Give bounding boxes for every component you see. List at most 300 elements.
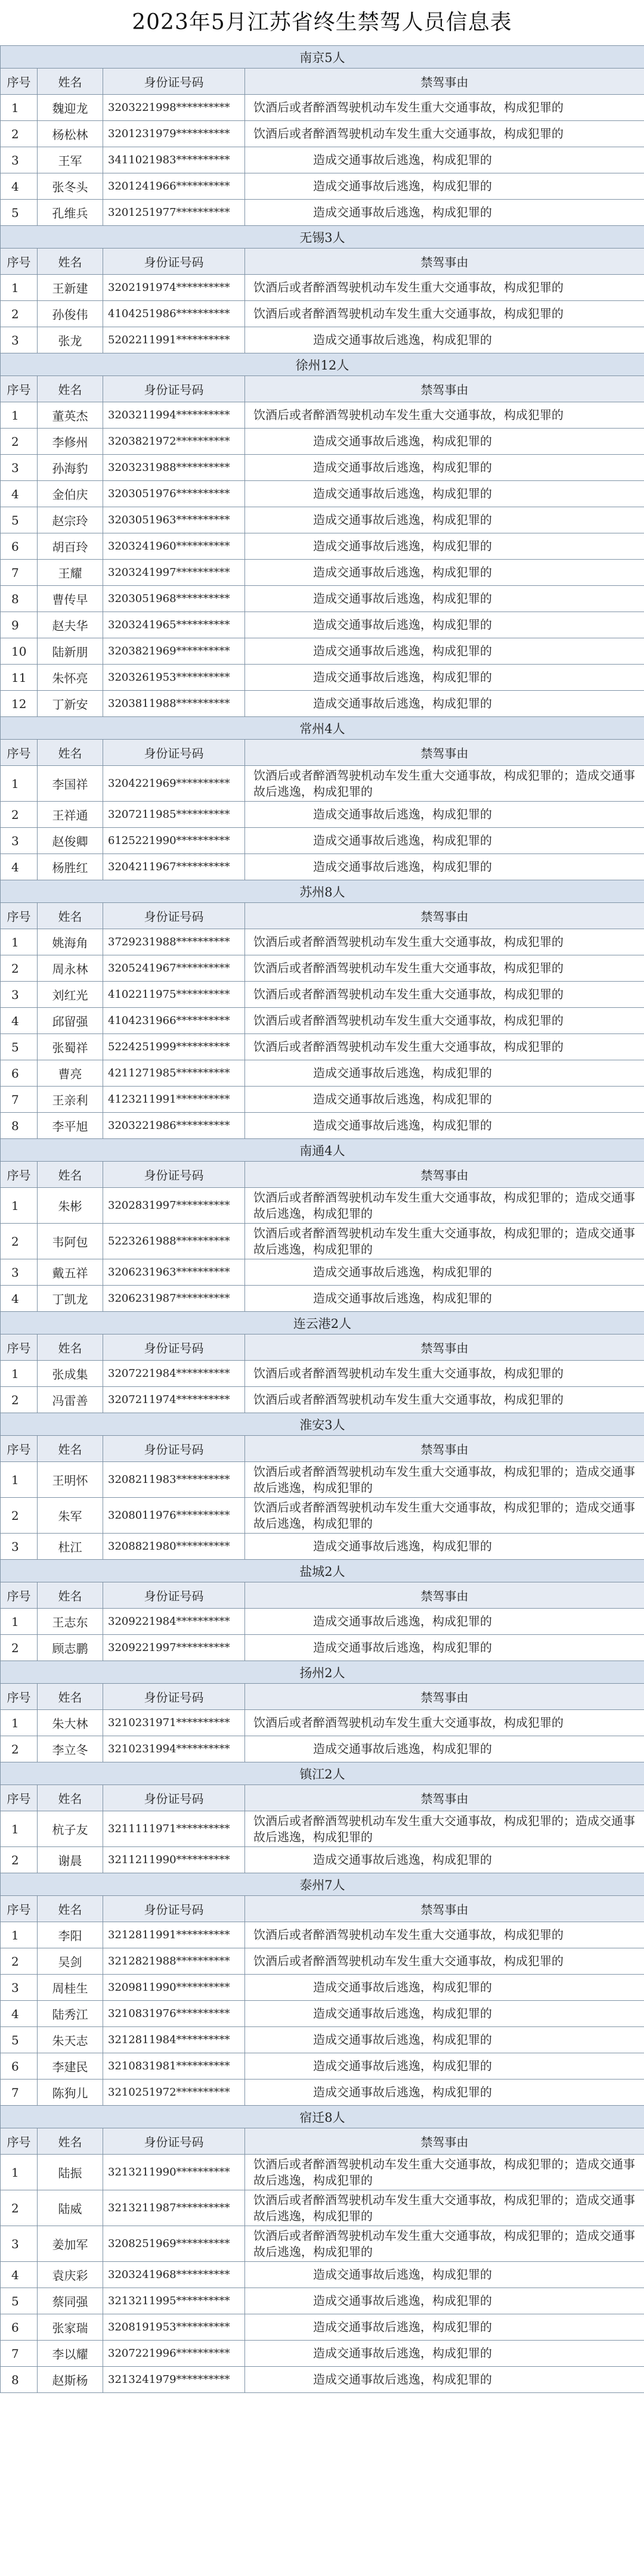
id-number: 3203211994********** [103,402,245,429]
person-name: 王新建 [38,275,103,301]
id-number: 4104231966********** [103,1008,245,1034]
id-number: 3210831976********** [103,2001,245,2027]
table-row [1,327,644,353]
row-index: 4 [1,2001,38,2027]
row-index: 2 [1,1948,38,1975]
id-number: 3203051968********** [103,586,245,612]
header-index: 序号 [1,1785,38,1811]
table-row [1,1286,644,1312]
row-index: 2 [1,802,38,828]
id-number: 3212811984********** [103,2027,245,2053]
ban-reason: 造成交通事故后逃逸，构成犯罪的 [245,2027,644,2053]
person-name: 姜加军 [38,2226,103,2262]
id-number: 3207221984********** [103,1361,245,1387]
row-index: 1 [1,1922,38,1948]
row-index: 7 [1,2080,38,2106]
person-name: 王军 [38,147,103,173]
ban-reason: 饮酒后或者醉酒驾驶机动车发生重大交通事故，构成犯罪的 [245,1034,644,1060]
row-index: 10 [1,638,38,665]
row-index: 5 [1,2027,38,2053]
row-index: 3 [1,982,38,1008]
table-row [1,560,644,586]
id-number: 3210831981********** [103,2053,245,2080]
person-name: 张家瑞 [38,2314,103,2341]
header-reason: 禁驾事由 [245,1334,644,1361]
person-name: 张蜀祥 [38,1034,103,1060]
table-row [1,200,644,226]
person-name: 蔡同强 [38,2288,103,2314]
person-name: 赵俊卿 [38,828,103,854]
ban-reason: 饮酒后或者醉酒驾驶机动车发生重大交通事故，构成犯罪的；造成交通事故后逃逸，构成犯罪的 [245,1462,644,1498]
row-index: 11 [1,665,38,691]
city-section-header [1,1661,644,1684]
table-row [1,1948,644,1975]
id-number: 4123211991********** [103,1087,245,1113]
person-name: 胡百玲 [38,533,103,560]
id-number: 3213241979********** [103,2367,245,2393]
city-section-header [1,2106,644,2128]
table-row [1,1635,644,1661]
ban-reason: 造成交通事故后逃逸，构成犯罪的 [245,173,644,200]
row-index: 2 [1,1847,38,1873]
person-name: 陆新朋 [38,638,103,665]
person-name: 董英杰 [38,402,103,429]
id-number: 4211271985********** [103,1060,245,1087]
row-index: 2 [1,1635,38,1661]
row-index: 7 [1,1087,38,1113]
id-number: 5224251999********** [103,1034,245,1060]
row-index: 1 [1,1609,38,1635]
person-name: 赵斯杨 [38,2367,103,2393]
ban-reason: 造成交通事故后逃逸，构成犯罪的 [245,1736,644,1762]
id-number: 3211211990********** [103,1847,245,1873]
id-number: 3210231994********** [103,1736,245,1762]
table-row [1,1498,644,1534]
table-row [1,1387,644,1413]
id-number: 3203241968********** [103,2262,245,2288]
table-row [1,828,644,854]
table-row [1,2001,644,2027]
table-row [1,147,644,173]
header-index: 序号 [1,1896,38,1922]
row-index: 2 [1,121,38,147]
person-name: 孙海豹 [38,455,103,481]
header-name: 姓名 [38,1785,103,1811]
table-row [1,1811,644,1847]
city-section-header [1,226,644,249]
column-header-row [1,740,644,766]
ban-reason: 饮酒后或者醉酒驾驶机动车发生重大交通事故，构成犯罪的；造成交通事故后逃逸，构成犯罪的 [245,1224,644,1259]
city-name: 盐城2人 [1,1560,644,1582]
table-row [1,1922,644,1948]
id-number: 3212811991********** [103,1922,245,1948]
city-name: 南京5人 [1,46,644,69]
person-name: 孙俊伟 [38,301,103,327]
table-row [1,802,644,828]
ban-reason: 饮酒后或者醉酒驾驶机动车发生重大交通事故，构成犯罪的 [245,955,644,982]
table-row [1,533,644,560]
table-row [1,121,644,147]
row-index: 1 [1,1462,38,1498]
ban-reason: 饮酒后或者醉酒驾驶机动车发生重大交通事故，构成犯罪的 [245,1922,644,1948]
id-number: 3204211967********** [103,854,245,880]
person-name: 王明怀 [38,1462,103,1498]
row-index: 1 [1,929,38,955]
person-name: 周桂生 [38,1975,103,2001]
id-number: 3208251969********** [103,2226,245,2262]
table-row [1,402,644,429]
id-number: 3208011976********** [103,1498,245,1534]
row-index: 1 [1,402,38,429]
column-header-row [1,376,644,402]
row-index: 8 [1,1113,38,1139]
document-title: 2023年5月江苏省终生禁驾人员信息表 [132,10,512,35]
person-name: 姚海角 [38,929,103,955]
city-name: 宿迁8人 [1,2106,644,2128]
person-name: 顾志鹏 [38,1635,103,1661]
header-index: 序号 [1,903,38,929]
person-name: 王祥通 [38,802,103,828]
header-index: 序号 [1,249,38,275]
row-index: 1 [1,275,38,301]
row-index: 1 [1,1188,38,1224]
table-row [1,1188,644,1224]
person-name: 周永林 [38,955,103,982]
person-name: 李建民 [38,2053,103,2080]
row-index: 4 [1,2262,38,2288]
ban-reason: 造成交通事故后逃逸，构成犯罪的 [245,1847,644,1873]
row-index: 6 [1,2053,38,2080]
ban-reason: 饮酒后或者醉酒驾驶机动车发生重大交通事故，构成犯罪的 [245,1008,644,1034]
table-row [1,1975,644,2001]
person-name: 孔维兵 [38,200,103,226]
person-name: 陆秀江 [38,2001,103,2027]
ban-reason: 造成交通事故后逃逸，构成犯罪的 [245,147,644,173]
table-row [1,1361,644,1387]
ban-reason: 造成交通事故后逃逸，构成犯罪的 [245,2367,644,2393]
id-number: 3203241960********** [103,533,245,560]
table-row [1,1060,644,1087]
id-number: 3213211995********** [103,2288,245,2314]
ban-reason: 饮酒后或者醉酒驾驶机动车发生重大交通事故，构成犯罪的 [245,982,644,1008]
id-number: 3210231971********** [103,1710,245,1736]
header-reason: 禁驾事由 [245,249,644,275]
table-row [1,2027,644,2053]
person-name: 王亲利 [38,1087,103,1113]
header-id-number: 身份证号码 [103,740,245,766]
id-number: 3203051976********** [103,481,245,507]
city-section-header [1,880,644,903]
row-index: 12 [1,691,38,717]
row-index: 8 [1,586,38,612]
table-row [1,1609,644,1635]
table-row [1,2367,644,2393]
header-id-number: 身份证号码 [103,1896,245,1922]
row-index: 1 [1,1361,38,1387]
row-index: 3 [1,1975,38,2001]
ban-reason: 饮酒后或者醉酒驾驶机动车发生重大交通事故，构成犯罪的 [245,1387,644,1413]
header-name: 姓名 [38,2128,103,2155]
id-number: 4104251986********** [103,301,245,327]
table-row [1,2155,644,2190]
header-index: 序号 [1,1334,38,1361]
row-index: 3 [1,2226,38,2262]
person-name: 王志东 [38,1609,103,1635]
id-number: 3203821969********** [103,638,245,665]
header-reason: 禁驾事由 [245,1436,644,1462]
ban-reason: 造成交通事故后逃逸，构成犯罪的 [245,455,644,481]
table-row [1,95,644,121]
table-row [1,1847,644,1873]
id-number: 3206231963********** [103,1259,245,1286]
drivers-table-body [1,46,644,2393]
id-number: 3211111971********** [103,1811,245,1847]
id-number: 3208821980********** [103,1534,245,1560]
header-index: 序号 [1,2128,38,2155]
table-row [1,665,644,691]
id-number: 3207211985********** [103,802,245,828]
id-number: 3206231987********** [103,1286,245,1312]
row-index: 7 [1,560,38,586]
table-row [1,455,644,481]
person-name: 朱天志 [38,2027,103,2053]
person-name: 张龙 [38,327,103,353]
table-row [1,2341,644,2367]
id-number: 3203221986********** [103,1113,245,1139]
person-name: 李国祥 [38,766,103,802]
id-number: 3208191953********** [103,2314,245,2341]
row-index: 6 [1,1060,38,1087]
table-row [1,586,644,612]
header-index: 序号 [1,1436,38,1462]
city-section-header [1,1413,644,1436]
row-index: 2 [1,1387,38,1413]
ban-reason: 造成交通事故后逃逸，构成犯罪的 [245,560,644,586]
column-header-row [1,2128,644,2155]
ban-reason: 饮酒后或者醉酒驾驶机动车发生重大交通事故，构成犯罪的 [245,95,644,121]
ban-reason: 饮酒后或者醉酒驾驶机动车发生重大交通事故，构成犯罪的 [245,275,644,301]
row-index: 5 [1,507,38,533]
person-name: 陈狗儿 [38,2080,103,2106]
row-index: 5 [1,2288,38,2314]
ban-reason: 造成交通事故后逃逸，构成犯罪的 [245,802,644,828]
table-row [1,2190,644,2226]
table-row [1,1087,644,1113]
header-name: 姓名 [38,249,103,275]
person-name: 李平旭 [38,1113,103,1139]
id-number: 3202191974********** [103,275,245,301]
header-id-number: 身份证号码 [103,1582,245,1609]
ban-reason: 饮酒后或者醉酒驾驶机动车发生重大交通事故，构成犯罪的；造成交通事故后逃逸，构成犯罪的 [245,1188,644,1224]
column-header-row [1,1582,644,1609]
table-row [1,429,644,455]
ban-reason: 饮酒后或者醉酒驾驶机动车发生重大交通事故，构成犯罪的 [245,1361,644,1387]
ban-reason: 造成交通事故后逃逸，构成犯罪的 [245,691,644,717]
person-name: 陆威 [38,2190,103,2226]
row-index: 3 [1,455,38,481]
header-index: 序号 [1,740,38,766]
table-row [1,1008,644,1034]
row-index: 8 [1,2367,38,2393]
person-name: 邱留强 [38,1008,103,1034]
ban-reason: 饮酒后或者醉酒驾驶机动车发生重大交通事故，构成犯罪的；造成交通事故后逃逸，构成犯罪的 [245,766,644,802]
city-name: 常州4人 [1,717,644,740]
ban-reason: 饮酒后或者醉酒驾驶机动车发生重大交通事故，构成犯罪的；造成交通事故后逃逸，构成犯罪的 [245,2226,644,2262]
table-row [1,1710,644,1736]
id-number: 3203261953********** [103,665,245,691]
id-number: 3729231988********** [103,929,245,955]
table-row [1,638,644,665]
id-number: 3203241997********** [103,560,245,586]
ban-reason: 造成交通事故后逃逸，构成犯罪的 [245,429,644,455]
id-number: 3203231988********** [103,455,245,481]
person-name: 朱军 [38,1498,103,1534]
row-index: 3 [1,828,38,854]
person-name: 金伯庆 [38,481,103,507]
header-name: 姓名 [38,903,103,929]
person-name: 袁庆彩 [38,2262,103,2288]
header-index: 序号 [1,1162,38,1188]
id-number: 3205241967********** [103,955,245,982]
city-name: 徐州12人 [1,353,644,376]
row-index: 2 [1,955,38,982]
header-reason: 禁驾事由 [245,1582,644,1609]
city-name: 扬州2人 [1,1661,644,1684]
table-row [1,691,644,717]
city-name: 镇江2人 [1,1762,644,1785]
id-number: 3203811988********** [103,691,245,717]
row-index: 9 [1,612,38,638]
id-number: 3209221997********** [103,1635,245,1661]
header-id-number: 身份证号码 [103,1785,245,1811]
ban-reason: 饮酒后或者醉酒驾驶机动车发生重大交通事故，构成犯罪的；造成交通事故后逃逸，构成犯罪的 [245,2190,644,2226]
city-section-header [1,717,644,740]
city-name: 南通4人 [1,1139,644,1162]
row-index: 1 [1,95,38,121]
table-row [1,2262,644,2288]
person-name: 王耀 [38,560,103,586]
id-number: 3207221996********** [103,2341,245,2367]
person-name: 丁凯龙 [38,1286,103,1312]
ban-reason: 饮酒后或者醉酒驾驶机动车发生重大交通事故，构成犯罪的 [245,402,644,429]
column-header-row [1,69,644,95]
table-row [1,1462,644,1498]
person-name: 张冬头 [38,173,103,200]
ban-reason: 造成交通事故后逃逸，构成犯罪的 [245,2288,644,2314]
row-index: 2 [1,429,38,455]
city-section-header [1,1139,644,1162]
row-index: 4 [1,1286,38,1312]
city-name: 淮安3人 [1,1413,644,1436]
person-name: 曹亮 [38,1060,103,1087]
person-name: 李以耀 [38,2341,103,2367]
header-name: 姓名 [38,1582,103,1609]
id-number: 6125221990********** [103,828,245,854]
table-row [1,929,644,955]
drivers-table [0,45,644,2393]
id-number: 3203241965********** [103,612,245,638]
table-row [1,2288,644,2314]
ban-reason: 造成交通事故后逃逸，构成犯罪的 [245,1259,644,1286]
id-number: 5202211991********** [103,327,245,353]
id-number: 3212821988********** [103,1948,245,1975]
ban-reason: 造成交通事故后逃逸，构成犯罪的 [245,2314,644,2341]
table-row [1,982,644,1008]
header-reason: 禁驾事由 [245,1684,644,1710]
header-name: 姓名 [38,1896,103,1922]
person-name: 魏迎龙 [38,95,103,121]
ban-reason: 造成交通事故后逃逸，构成犯罪的 [245,1975,644,2001]
ban-reason: 造成交通事故后逃逸，构成犯罪的 [245,327,644,353]
person-name: 李修州 [38,429,103,455]
person-name: 李立冬 [38,1736,103,1762]
row-index: 5 [1,1034,38,1060]
person-name: 陆振 [38,2155,103,2190]
ban-reason: 造成交通事故后逃逸，构成犯罪的 [245,2080,644,2106]
city-section-header [1,46,644,69]
person-name: 李阳 [38,1922,103,1948]
header-index: 序号 [1,1684,38,1710]
id-number: 3203051963********** [103,507,245,533]
id-number: 4102211975********** [103,982,245,1008]
column-header-row [1,1896,644,1922]
header-reason: 禁驾事由 [245,1785,644,1811]
ban-reason: 造成交通事故后逃逸，构成犯罪的 [245,854,644,880]
header-reason: 禁驾事由 [245,1162,644,1188]
ban-reason: 造成交通事故后逃逸，构成犯罪的 [245,1060,644,1087]
person-name: 冯雷善 [38,1387,103,1413]
city-section-header [1,1312,644,1334]
id-number: 3201241966********** [103,173,245,200]
row-index: 1 [1,1811,38,1847]
header-id-number: 身份证号码 [103,249,245,275]
ban-reason: 饮酒后或者醉酒驾驶机动车发生重大交通事故，构成犯罪的 [245,1710,644,1736]
person-name: 杨胜红 [38,854,103,880]
ban-reason: 造成交通事故后逃逸，构成犯罪的 [245,1087,644,1113]
header-name: 姓名 [38,1162,103,1188]
person-name: 韦阿包 [38,1224,103,1259]
column-header-row [1,903,644,929]
header-id-number: 身份证号码 [103,1162,245,1188]
column-header-row [1,1684,644,1710]
person-name: 丁新安 [38,691,103,717]
ban-reason: 造成交通事故后逃逸，构成犯罪的 [245,200,644,226]
header-id-number: 身份证号码 [103,69,245,95]
table-row [1,1034,644,1060]
person-name: 朱大林 [38,1710,103,1736]
table-row [1,1534,644,1560]
column-header-row [1,1436,644,1462]
person-name: 赵宗玲 [38,507,103,533]
header-index: 序号 [1,1582,38,1609]
table-row [1,1736,644,1762]
header-reason: 禁驾事由 [245,740,644,766]
city-name: 苏州8人 [1,880,644,903]
row-index: 3 [1,1534,38,1560]
city-name: 无锡3人 [1,226,644,249]
ban-reason: 饮酒后或者醉酒驾驶机动车发生重大交通事故，构成犯罪的；造成交通事故后逃逸，构成犯罪的 [245,2155,644,2190]
header-name: 姓名 [38,69,103,95]
column-header-row [1,1162,644,1188]
header-name: 姓名 [38,376,103,402]
header-reason: 禁驾事由 [245,2128,644,2155]
column-header-row [1,1785,644,1811]
row-index: 3 [1,147,38,173]
table-row [1,481,644,507]
id-number: 3213211990********** [103,2155,245,2190]
ban-reason: 造成交通事故后逃逸，构成犯罪的 [245,1635,644,1661]
id-number: 3209221984********** [103,1609,245,1635]
